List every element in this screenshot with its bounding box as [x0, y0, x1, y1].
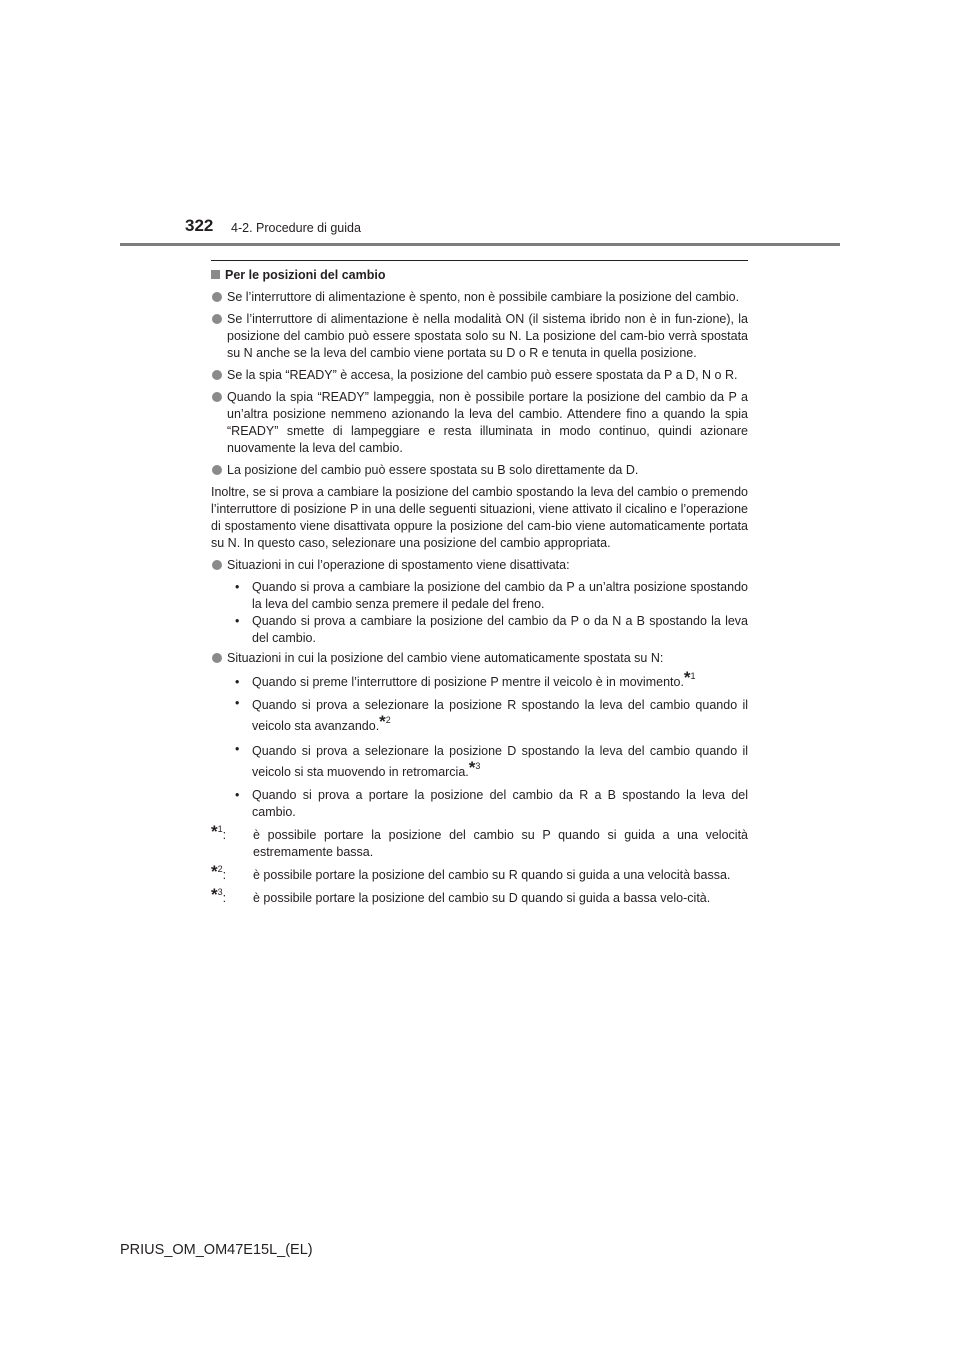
dot-marker: •: [235, 788, 240, 802]
section-title: 4-2. Procedure di guida: [231, 221, 361, 235]
footnote-text: è possibile portare la posizione del cambio su R quando si guida a una velocità bassa.: [253, 868, 731, 882]
footnote-star: *: [468, 758, 476, 777]
list-item: [211, 389, 748, 457]
dot-marker: •: [235, 580, 240, 594]
sub-list-item-text: Quando si prova a portare la posizione del cambio da R a B spostando la leva del cambio.: [252, 788, 748, 819]
footnote-ref: 3: [475, 761, 481, 771]
list-item-text: La posizione del cambio può essere spostata su B solo direttamente da D.: [227, 463, 639, 477]
sub-list-item-text: Quando si prova a selezionare la posizione D spostando la leva del cambio quando il veicolo si sta muovendo in retromarcia.: [252, 744, 748, 779]
section-heading: [211, 267, 748, 284]
footnote: *$^1$: è possibile portare la posizione del cambio su P quando si guida a una velocità estremamente bassa.: [211, 822, 748, 859]
sub-list-item: [232, 579, 748, 613]
dot-marker: •: [235, 675, 240, 689]
circle-bullet-icon: [212, 292, 222, 302]
circle-bullet-icon: [212, 465, 222, 475]
footnote-number: 1: [217, 824, 223, 834]
header-divider: [120, 243, 840, 246]
footnote-star: *: [379, 712, 386, 731]
list-item-text: Situazioni in cui la posizione del cambio viene automaticamente spostata su N:: [227, 651, 664, 665]
footnote-star: *: [211, 822, 218, 841]
list-item-text: Se la spia “READY” è accesa, la posizione del cambio può essere spostata da P a D, N o R.: [227, 368, 738, 382]
list-item-text: Quando la spia “READY” lampeggia, non è possibile portare la posizione del cambio da P a un’altra posizione nemmeno azionando la leva del cambio. Attendere fino a quando la spia “READY” smette di lampeggiare e resta illuminata in modo continuo, quindi azionare nuovamente la leva del cambio.: [227, 390, 748, 455]
document-code: PRIUS_OM_OM47E15L_(EL): [120, 1242, 313, 1258]
list-item: [211, 367, 748, 384]
list-item: [211, 311, 748, 362]
list-item-text: Se l’interruttore di alimentazione è nella modalità ON (il sistema ibrido non è in fun-zione), la posizione del cambio può essere spostata solo su N. La posizione del cam-bio verrà spostata su N anche se la leva del cambio viene portata su D o R e tenuta in quella posizione.: [227, 312, 748, 360]
dot-marker: •: [235, 742, 240, 756]
section-heading-text: Per le posizioni del cambio: [225, 268, 386, 282]
list-item: [211, 462, 748, 479]
list-item: [211, 650, 748, 667]
circle-bullet-icon: [212, 392, 222, 402]
sub-list-item: [232, 613, 748, 647]
footnote-star: *: [211, 862, 218, 881]
content-body: [211, 267, 748, 909]
page-number: 322: [185, 216, 214, 235]
list-item-text: Se l’interruttore di alimentazione è spento, non è possibile cambiare la posizione del cambio.: [227, 290, 740, 304]
circle-bullet-icon: [212, 653, 222, 663]
footnote-number: 3: [217, 887, 223, 897]
footnote: *$^3$: è possibile portare la posizione del cambio su D quando si guida a bassa velo-cità.: [211, 890, 748, 907]
footnote-number: 2: [217, 864, 223, 874]
body-paragraph: Inoltre, se si prova a cambiare la posizione del cambio spostando la leva del cambio o premendo l’interruttore di posizione P in una delle seguenti situazioni, viene attivato il cicalino e l’operazione di spostamento viene disattivata oppure la posizione del cam-bio viene automaticamente portata su N. In questo caso, selezionare una posizione del cambio appropriata.: [211, 485, 748, 550]
sub-list-item-text: Quando si preme l’interruttore di posizione P mentre il veicolo è in movimento.: [252, 675, 684, 689]
footnote: *$^2$: è possibile portare la posizione del cambio su R quando si guida a una velocità bassa.: [211, 867, 748, 884]
sub-list-item: [232, 787, 748, 821]
footnote-ref: 1: [690, 671, 696, 681]
sub-list-item: [232, 695, 748, 737]
footnote-star: *: [683, 668, 691, 687]
circle-bullet-icon: [212, 560, 222, 570]
list-item-text: Situazioni in cui l’operazione di spostamento viene disattivata:: [227, 558, 570, 572]
sub-list-item: [232, 741, 748, 783]
sub-list-item-text: Quando si prova a cambiare la posizione del cambio da P o da N a B spostando la leva del cambio.: [252, 614, 748, 645]
sub-list-item-text: Quando si prova a cambiare la posizione del cambio da P a un’altra posizione spostando la leva del cambio senza premere il pedale del freno.: [252, 580, 748, 611]
list-item: [211, 557, 748, 574]
circle-bullet-icon: [212, 314, 222, 324]
footnote-text: è possibile portare la posizione del cambio su P quando si guida a una velocità estremamente bassa.: [253, 828, 748, 859]
footnote-text: è possibile portare la posizione del cambio su D quando si guida a bassa velo-cità.: [253, 891, 711, 905]
sub-list-item: [232, 668, 748, 691]
square-bullet-icon: [211, 270, 220, 279]
sub-list-item-text: Quando si prova a selezionare la posizione R spostando la leva del cambio quando il veicolo sta avanzando.: [252, 698, 748, 733]
content-divider: [211, 260, 748, 261]
list-item: [211, 289, 748, 306]
dot-marker: •: [235, 696, 240, 710]
footnote-star: *: [211, 885, 218, 904]
circle-bullet-icon: [212, 370, 222, 380]
footnote-ref: 2: [385, 715, 391, 725]
dot-marker: •: [235, 614, 240, 628]
